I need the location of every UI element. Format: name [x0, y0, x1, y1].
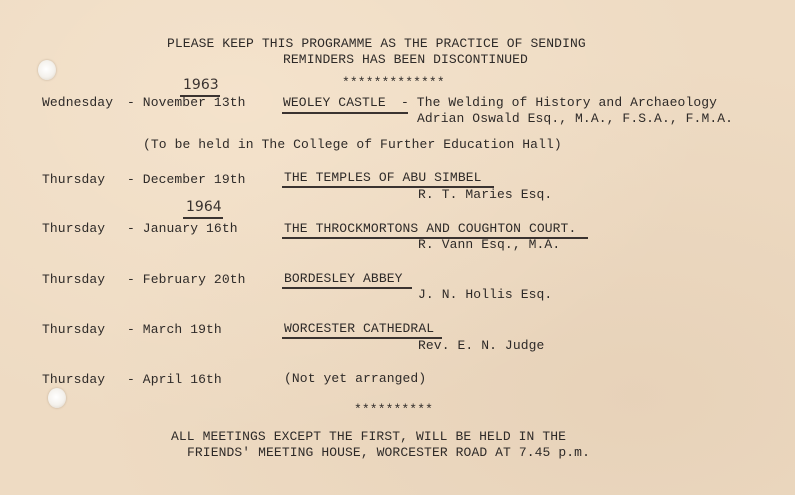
header-line-1: PLEASE KEEP THIS PROGRAMME AS THE PRACTICE OF SENDING — [167, 36, 586, 51]
header-stars: ************* — [342, 75, 445, 90]
event-6-day: Thursday — [42, 372, 106, 387]
event-2-day: Thursday — [42, 172, 106, 187]
event-1-date: - November 13th — [127, 95, 246, 110]
event-2-date: - December 19th — [127, 172, 246, 187]
venue-note: (To be held in The College of Further Education Hall) — [143, 137, 562, 152]
event-2-speaker: R. T. Maries Esq. — [418, 187, 553, 202]
footer-line-2: FRIENDS' MEETING HOUSE, WORCESTER ROAD AT 7.45 p.m. — [187, 445, 590, 460]
event-4-title: BORDESLEY ABBEY — [284, 271, 403, 286]
footer-stars: ********** — [354, 402, 434, 417]
event-1-title: WEOLEY CASTLE — [283, 95, 386, 110]
event-4-title-underline — [282, 287, 412, 289]
event-3-date: - January 16th — [127, 221, 238, 236]
year-1964: 1964 — [186, 199, 222, 215]
event-4-day: Thursday — [42, 272, 106, 287]
footer-line-1: ALL MEETINGS EXCEPT THE FIRST, WILL BE HELD IN THE — [171, 429, 567, 444]
event-1-title-underline — [282, 112, 408, 114]
header-line-2: REMINDERS HAS BEEN DISCONTINUED — [283, 52, 528, 67]
event-3-title: THE THROCKMORTONS AND COUGHTON COURT. — [284, 221, 577, 236]
year-1963: 1963 — [183, 77, 219, 93]
event-4-date: - February 20th — [127, 272, 246, 287]
punch-hole-top — [38, 60, 56, 80]
event-5-title: WORCESTER CATHEDRAL — [284, 321, 435, 336]
event-5-day: Thursday — [42, 322, 106, 337]
event-6-title: (Not yet arranged) — [284, 371, 427, 386]
event-1-day: Wednesday — [42, 95, 114, 110]
event-2-title: THE TEMPLES OF ABU SIMBEL — [284, 170, 482, 185]
event-3-day: Thursday — [42, 221, 106, 236]
year-1964-underline — [183, 217, 223, 219]
event-1-subtitle: - The Welding of History and Archaeology — [401, 95, 718, 110]
event-5-speaker: Rev. E. N. Judge — [418, 338, 545, 353]
event-4-speaker: J. N. Hollis Esq. — [418, 287, 553, 302]
punch-hole-bottom — [48, 388, 66, 408]
event-6-date: - April 16th — [127, 372, 222, 387]
event-5-date: - March 19th — [127, 322, 222, 337]
event-1-speaker: Adrian Oswald Esq., M.A., F.S.A., F.M.A. — [417, 111, 734, 126]
event-3-speaker: R. Vann Esq., M.A. — [418, 237, 561, 252]
